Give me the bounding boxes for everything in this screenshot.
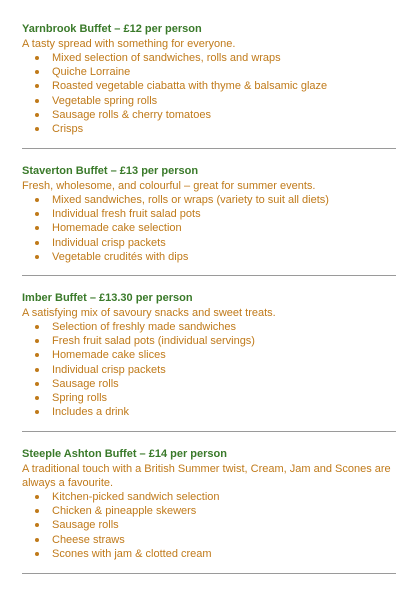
menu-section-imber — [22, 291, 398, 419]
list-item: Chicken & pineapple skewers — [22, 504, 398, 518]
list-item: Fresh fruit salad pots (individual servings) — [22, 334, 398, 348]
section-divider — [22, 275, 396, 276]
list-item: Quiche Lorraine — [22, 65, 398, 79]
section-title: Yarnbrook Buffet – £12 per person — [22, 23, 202, 35]
item-list — [22, 51, 398, 136]
list-item: Individual crisp packets — [22, 363, 398, 377]
item-list — [22, 490, 398, 561]
section-divider — [22, 573, 396, 574]
section-description: A tasty spread with something for everyone. — [22, 38, 236, 50]
list-item: Includes a drink — [22, 405, 398, 419]
item-list — [22, 320, 398, 419]
list-item: Selection of freshly made sandwiches — [22, 320, 398, 334]
list-item: Crisps — [22, 122, 398, 136]
list-item: Homemade cake selection — [22, 221, 398, 235]
list-item: Cheese straws — [22, 533, 398, 547]
list-item: Sausage rolls — [22, 377, 398, 391]
list-item: Vegetable spring rolls — [22, 94, 398, 108]
list-item: Kitchen-picked sandwich selection — [22, 490, 398, 504]
list-item: Homemade cake slices — [22, 348, 398, 362]
section-title: Imber Buffet – £13.30 per person — [22, 292, 193, 304]
section-title: Steeple Ashton Buffet – £14 per person — [22, 448, 227, 460]
section-divider — [22, 148, 396, 149]
list-item: Individual fresh fruit salad pots — [22, 207, 398, 221]
section-description: Fresh, wholesome, and colourful – great for summer events. — [22, 180, 316, 192]
section-description: A satisfying mix of savoury snacks and sweet treats. — [22, 307, 276, 319]
list-item: Individual crisp packets — [22, 236, 398, 250]
list-item: Sausage rolls & cherry tomatoes — [22, 108, 398, 122]
menu-section-steeple-ashton — [22, 447, 398, 561]
list-item: Scones with jam & clotted cream — [22, 547, 398, 561]
list-item: Mixed selection of sandwiches, rolls and wraps — [22, 51, 398, 65]
section-title: Staverton Buffet – £13 per person — [22, 165, 199, 177]
list-item: Mixed sandwiches, rolls or wraps (variety to suit all diets) — [22, 193, 398, 207]
menu-section-staverton — [22, 164, 398, 264]
list-item: Sausage rolls — [22, 518, 398, 532]
list-item: Roasted vegetable ciabatta with thyme & balsamic glaze — [22, 79, 398, 93]
menu-section-yarnbrook — [22, 22, 398, 136]
item-list — [22, 193, 398, 264]
list-item: Vegetable crudités with dips — [22, 250, 398, 264]
section-description: A traditional touch with a British Summer twist, Cream, Jam and Scones are always a favourite. — [22, 463, 391, 489]
section-divider — [22, 431, 396, 432]
list-item: Spring rolls — [22, 391, 398, 405]
